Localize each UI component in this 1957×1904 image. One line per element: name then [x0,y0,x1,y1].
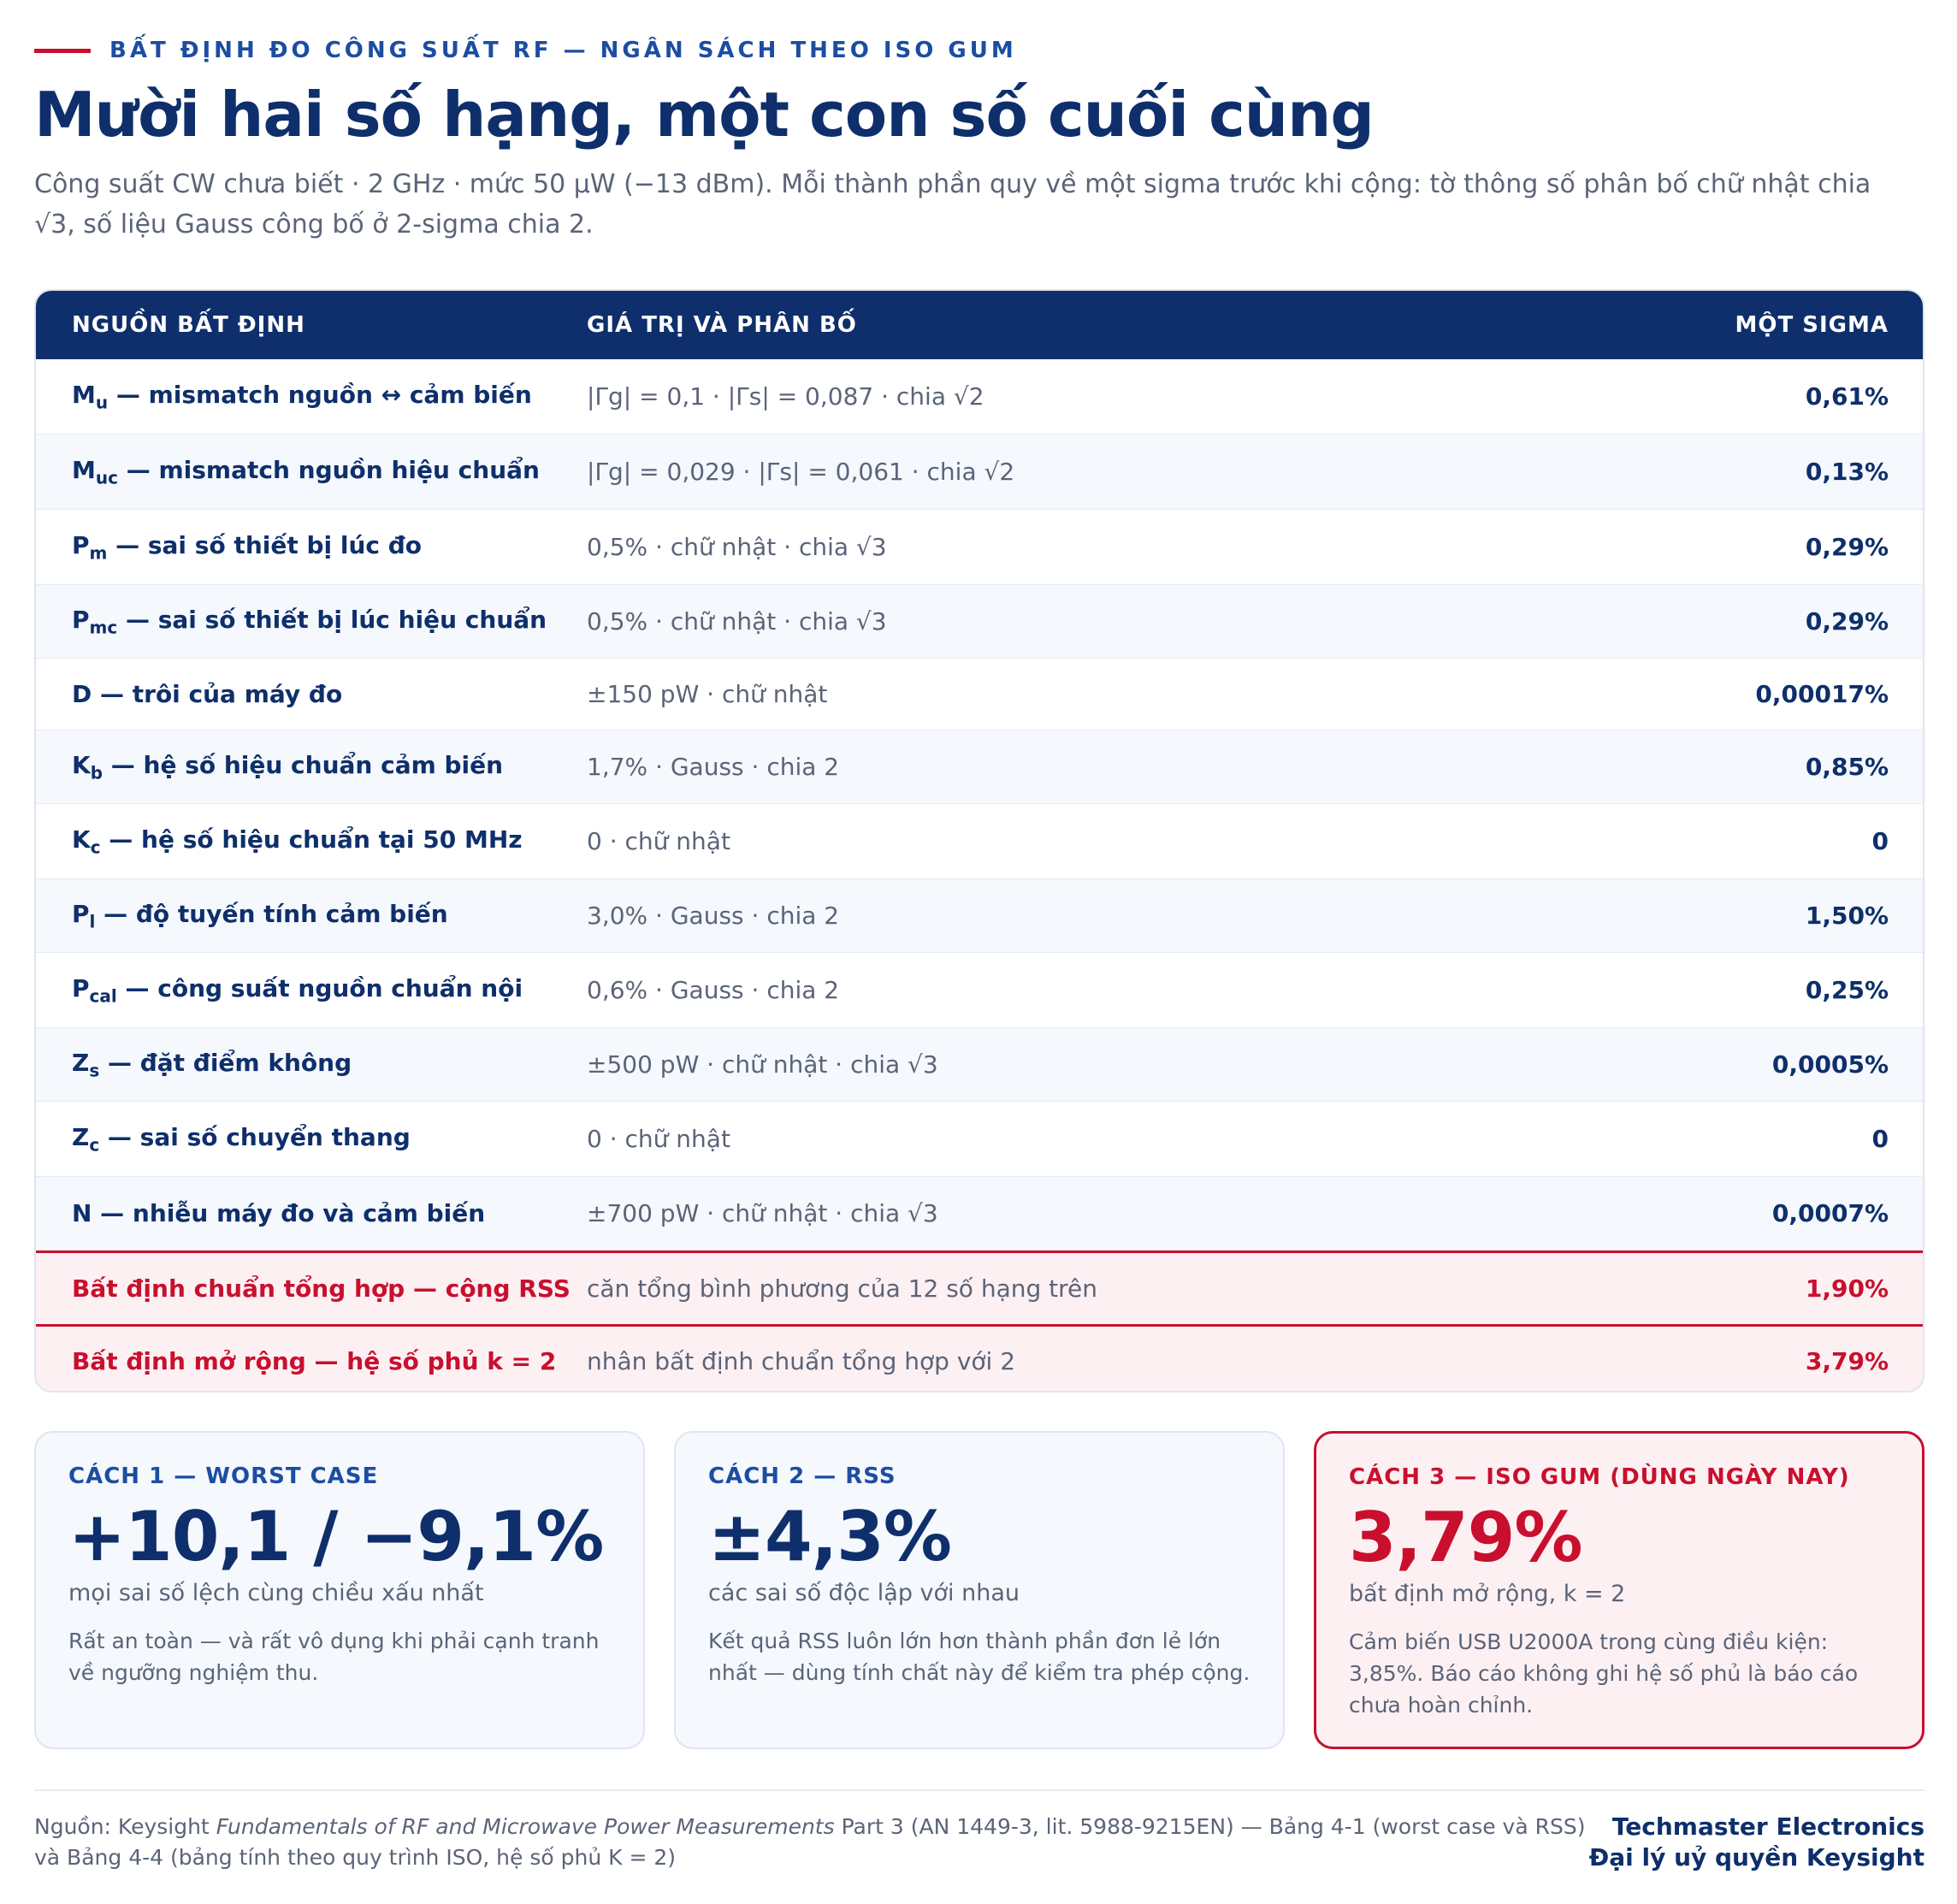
row-symbol: K [72,825,91,854]
row-symbol-subscript: uc [95,467,118,488]
row-source [72,751,503,783]
row-sigma: 1,50% [1805,902,1889,930]
row-source [72,606,547,638]
row-symbol: Z [72,1122,90,1151]
row-symbol-subscript: l [89,911,96,932]
header-value: GIÁ TRỊ VÀ PHÂN BỐ [587,312,857,338]
brand [1589,1812,1924,1873]
row-symbol-subscript: s [89,1060,100,1081]
row-value: ±500 pW · chữ nhật · chia √3 [587,1050,938,1079]
row-symbol: P [72,899,90,928]
table-row [36,953,1923,1028]
row-symbol: N [72,1199,92,1227]
row-sigma: 0,25% [1805,976,1889,1004]
row-source [72,531,422,564]
brand-tagline: Đại lý uỷ quyền Keysight [1588,1843,1924,1871]
row-value: |Γg| = 0,029 · |Γs| = 0,061 · chia √2 [587,458,1015,486]
row-label: — sai số chuyển thang [99,1122,411,1151]
source-title: Fundamentals of RF and Microwave Power Measurements [216,1814,835,1839]
table-row [36,1028,1923,1102]
uncertainty-table [34,289,1924,1393]
card-subtitle: mọi sai số lệch cùng chiều xấu nhất [68,1580,484,1606]
row-symbol-subscript: c [90,837,101,858]
footer-divider [34,1789,1924,1791]
card-subtitle: bất định mở rộng, k = 2 [1349,1581,1626,1607]
row-source [72,680,342,708]
table-row [36,1102,1923,1177]
table-header [36,291,1923,359]
row-source [72,974,523,1007]
header-sigma: MỘT SIGMA [1735,312,1889,338]
row-label: — trôi của máy đo [92,680,343,708]
kicker-text: BẤT ĐỊNH ĐO CÔNG SUẤT RF — NGÂN SÁCH THEO ISO GUM [109,38,1017,63]
row-sigma: 0,13% [1805,458,1889,486]
row-value: |Γg| = 0,1 · |Γs| = 0,087 · chia √2 [587,382,984,411]
card-subtitle: các sai số độc lập với nhau [708,1580,1020,1606]
row-symbol: D [72,680,92,708]
row-symbol: P [72,973,90,1002]
table-body [36,359,1923,1393]
table-row [36,879,1923,953]
source-citation [34,1812,1608,1873]
total-sigma: 3,79% [1805,1347,1889,1375]
total-sigma: 1,90% [1805,1274,1889,1303]
total-label: Bất định mở rộng — hệ số phủ k = 2 [72,1347,557,1375]
row-symbol: Z [72,1048,90,1077]
row-sigma: 0,0005% [1771,1050,1889,1079]
table-row [36,359,1923,435]
row-symbol: M [72,455,96,484]
total-label: Bất định chuẩn tổng hợp — cộng RSS [72,1274,571,1303]
row-value: 1,7% · Gauss · chia 2 [587,753,840,781]
row-value: ±150 pW · chữ nhật [587,680,828,708]
method-cards [34,1431,1924,1749]
row-value: 0,6% · Gauss · chia 2 [587,976,840,1004]
card-label: CÁCH 1 — WORST CASE [68,1463,379,1489]
page-subtitle: Công suất CW chưa biết · 2 GHz · mức 50 µW (−13 dBm). Mỗi thành phần quy về một sigma trước khi cộng: tờ thông số phân bố chữ nhật chia √3, số liệu Gauss công bố ở 2-sigma chia 2. [34,169,1871,239]
card-value: ±4,3% [708,1497,951,1576]
table-row [36,435,1923,510]
row-symbol: P [72,530,90,559]
row-symbol-subscript: cal [89,985,117,1007]
table-row [36,510,1923,585]
row-label: — đặt điểm không [99,1048,352,1077]
row-sigma: 0,00017% [1755,680,1889,708]
row-label: — hệ số hiệu chuẩn tại 50 MHz [100,825,523,854]
expanded-uncertainty-row [36,1324,1923,1393]
row-label: — mismatch nguồn hiệu chuẩn [117,455,540,484]
row-symbol: K [72,750,91,779]
row-symbol-subscript: mc [89,617,118,638]
row-value: 0 · chữ nhật [587,1125,730,1153]
row-source [72,456,540,488]
row-label: — mismatch nguồn ↔ cảm biến [108,380,532,409]
row-source [72,1049,352,1081]
row-value: 0 · chữ nhật [587,827,730,855]
table-row [36,659,1923,730]
method-card-rss [674,1431,1285,1749]
row-sigma: 0,29% [1805,607,1889,636]
card-label: CÁCH 3 — ISO GUM (DÙNG NGÀY NAY) [1349,1464,1850,1490]
row-sigma: 0 [1871,1125,1889,1153]
row-sigma: 0,61% [1805,382,1889,411]
row-sigma: 0,0007% [1771,1199,1889,1227]
card-value: +10,1 / −9,1% [68,1497,604,1576]
source-prefix: Nguồn: Keysight [34,1814,216,1839]
row-value: ±700 pW · chữ nhật · chia √3 [587,1199,938,1227]
total-value: nhân bất định chuẩn tổng hợp với 2 [587,1347,1016,1375]
row-source [72,900,448,932]
row-symbol: P [72,605,90,634]
row-symbol-subscript: c [89,1134,100,1156]
method-card-worst-case [34,1431,645,1749]
row-sigma: 0 [1871,827,1889,855]
table-row [36,1177,1923,1251]
row-source [72,1199,485,1227]
method-card-iso-gum [1314,1431,1924,1749]
card-note: Rất an toàn — và rất vô dụng khi phải cạnh tranh về ngưỡng nghiệm thu. [68,1629,600,1685]
row-value: 0,5% · chữ nhật · chia √3 [587,533,887,561]
row-symbol-subscript: u [95,392,109,413]
row-source [72,1123,411,1156]
row-label: — độ tuyến tính cảm biến [95,899,448,928]
table-row [36,585,1923,659]
row-label: — sai số thiết bị lúc hiệu chuẩn [117,605,547,634]
header-source: NGUỒN BẤT ĐỊNH [72,312,305,338]
row-value: 0,5% · chữ nhật · chia √3 [587,607,887,636]
row-label: — hệ số hiệu chuẩn cảm biến [103,750,504,779]
table-row [36,804,1923,879]
card-note: Kết quả RSS luôn lớn hơn thành phần đơn lẻ lớn nhất — dùng tính chất này để kiểm tra phép cộng. [708,1629,1250,1685]
kicker [34,38,1017,63]
card-value: 3,79% [1349,1498,1582,1577]
combined-uncertainty-row [36,1251,1923,1324]
row-source [72,381,532,413]
row-label: — nhiễu máy đo và cảm biến [92,1199,486,1227]
card-note: Cảm biến USB U2000A trong cùng điều kiện: 3,85%. Báo cáo không ghi hệ số phủ là báo cáo chưa hoàn chỉnh. [1349,1629,1859,1718]
brand-name: Techmaster Electronics [1611,1812,1924,1841]
row-symbol-subscript: m [89,542,108,564]
row-label: — công suất nguồn chuẩn nội [116,973,523,1002]
row-symbol-subscript: b [90,762,103,783]
row-sigma: 0,85% [1805,753,1889,781]
row-source [72,825,523,858]
source-suffix: Part 3 (AN 1449-3, lit. 5988-9215EN) — Bảng 4-1 (worst case và RSS) và Bảng 4-4 (bảng tính theo quy trình ISO, hệ số phủ K = 2) [34,1814,1586,1870]
row-value: 3,0% · Gauss · chia 2 [587,902,840,930]
table-row [36,730,1923,804]
row-label: — sai số thiết bị lúc đo [107,530,423,559]
page-title: Mười hai số hạng, một con số cuối cùng [34,79,1374,151]
kicker-accent-bar [34,49,91,53]
total-value: căn tổng bình phương của 12 số hạng trên [587,1274,1098,1303]
row-sigma: 0,29% [1805,533,1889,561]
row-symbol: M [72,380,96,409]
card-label: CÁCH 2 — RSS [708,1463,896,1489]
